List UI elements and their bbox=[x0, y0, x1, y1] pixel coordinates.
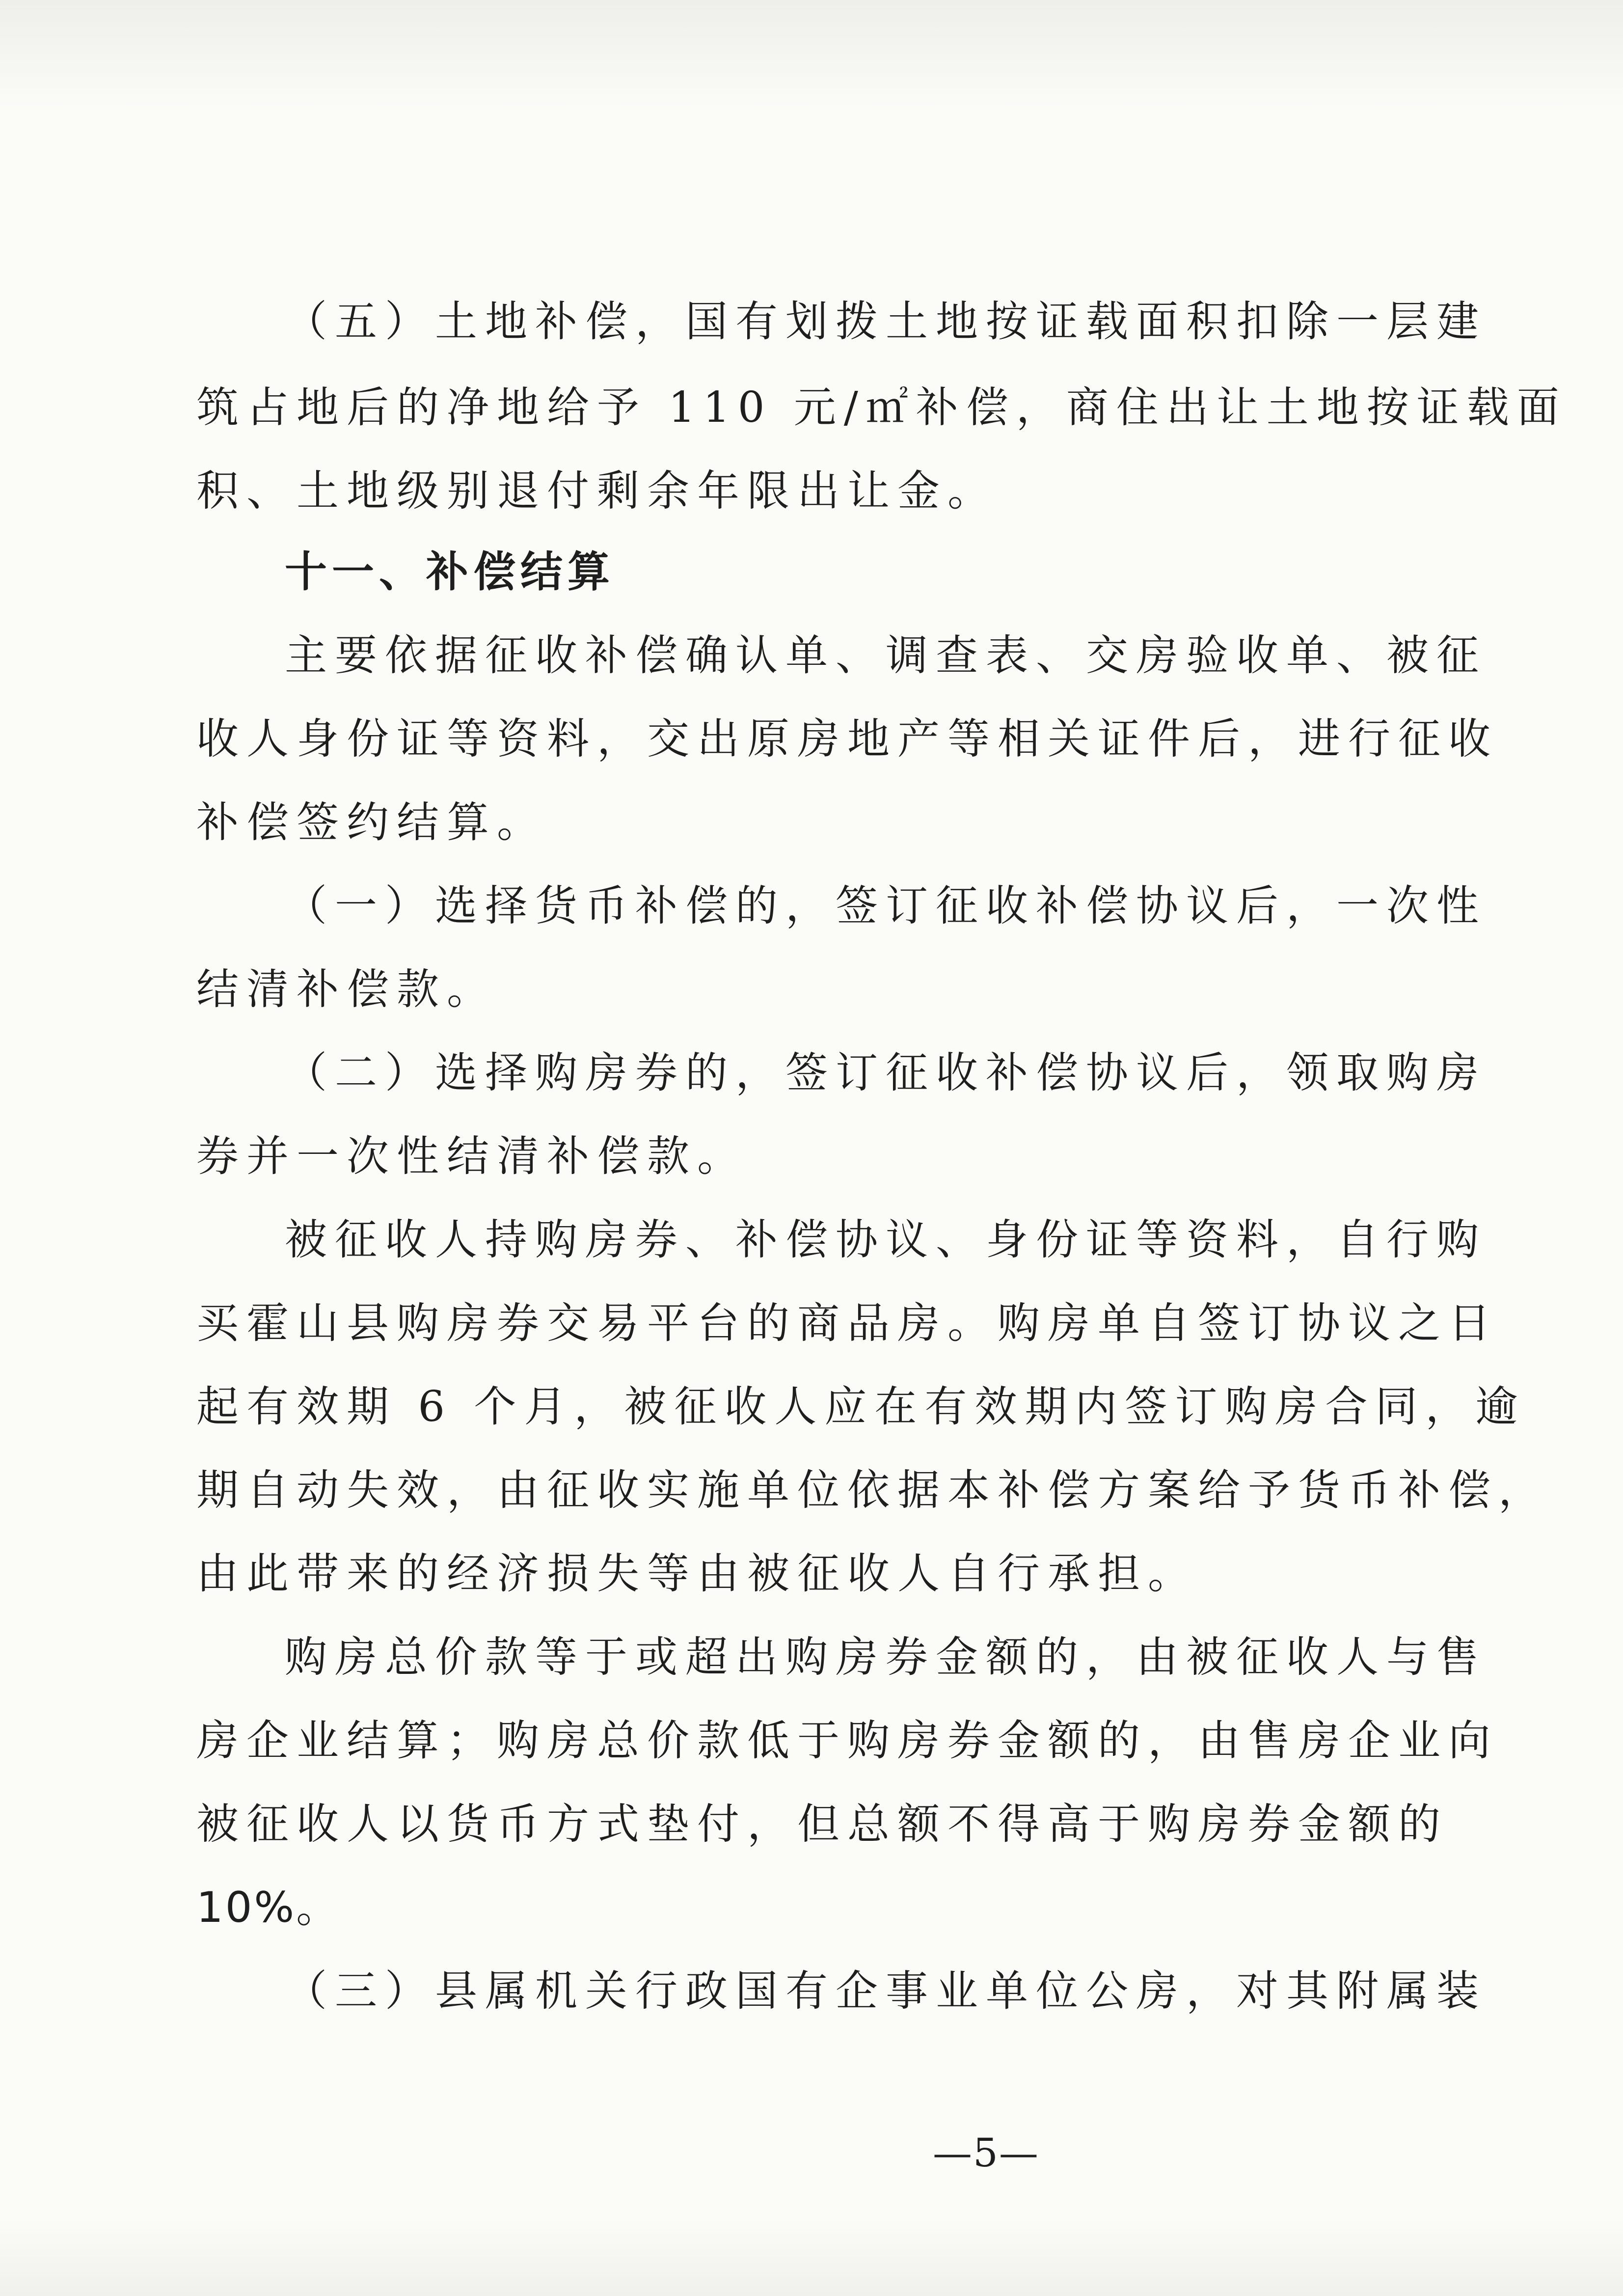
body-line-16: 由此带来的经济损失等由被征收人自行承担。 bbox=[196, 1549, 1198, 1598]
body-line-7: 补偿签约结算。 bbox=[196, 798, 547, 847]
body-line-12: 被征收人持购房券、补偿协议、身份证等资料，自行购 bbox=[285, 1215, 1487, 1264]
body-line-20: 10%。 bbox=[196, 1883, 341, 1932]
body-line-15: 期自动失效，由征收实施单位依据本补偿方案给予货币补偿， bbox=[196, 1466, 1548, 1515]
body-line-14: 起有效期 6 个月，被征收人应在有效期内签订购房合同，逾 bbox=[196, 1382, 1526, 1431]
scan-edge-shading bbox=[0, 0, 1623, 108]
body-line-10: （二）选择购房券的，签订征收补偿协议后，领取购房 bbox=[285, 1048, 1487, 1097]
body-line-2: 筑占地后的净地给予 110 元/㎡补偿，商住出让土地按证载面 bbox=[196, 383, 1567, 432]
body-line-1: （五）土地补偿，国有划拨土地按证载面积扣除一层建 bbox=[285, 297, 1487, 346]
body-line-21: （三）县属机关行政国有企事业单位公房，对其附属装 bbox=[285, 1967, 1487, 2016]
body-line-18: 房企业结算；购房总价款低于购房券金额的，由售房企业向 bbox=[196, 1716, 1498, 1765]
body-line-3: 积、土地级别退付剩余年限出让金。 bbox=[196, 466, 998, 516]
body-line-13: 买霍山县购房券交易平台的商品房。购房单自签订协议之日 bbox=[196, 1299, 1498, 1348]
scan-bottom-shading bbox=[0, 2217, 1623, 2296]
body-line-9: 结清补偿款。 bbox=[196, 965, 497, 1014]
body-line-17: 购房总价款等于或超出购房券金额的，由被征收人与售 bbox=[285, 1633, 1487, 1682]
body-line-5: 主要依据征收补偿确认单、调查表、交房验收单、被征 bbox=[285, 631, 1487, 680]
body-line-11: 券并一次性结清补偿款。 bbox=[196, 1132, 747, 1181]
section-heading: 十一、补偿结算 bbox=[285, 547, 615, 597]
page-number: —5— bbox=[933, 2130, 1039, 2176]
body-line-6: 收人身份证等资料，交出原房地产等相关证件后，进行征收 bbox=[196, 714, 1498, 764]
body-line-19: 被征收人以货币方式垫付，但总额不得高于购房券金额的 bbox=[196, 1800, 1448, 1849]
body-line-8: （一）选择货币补偿的，签订征收补偿协议后，一次性 bbox=[285, 881, 1487, 930]
